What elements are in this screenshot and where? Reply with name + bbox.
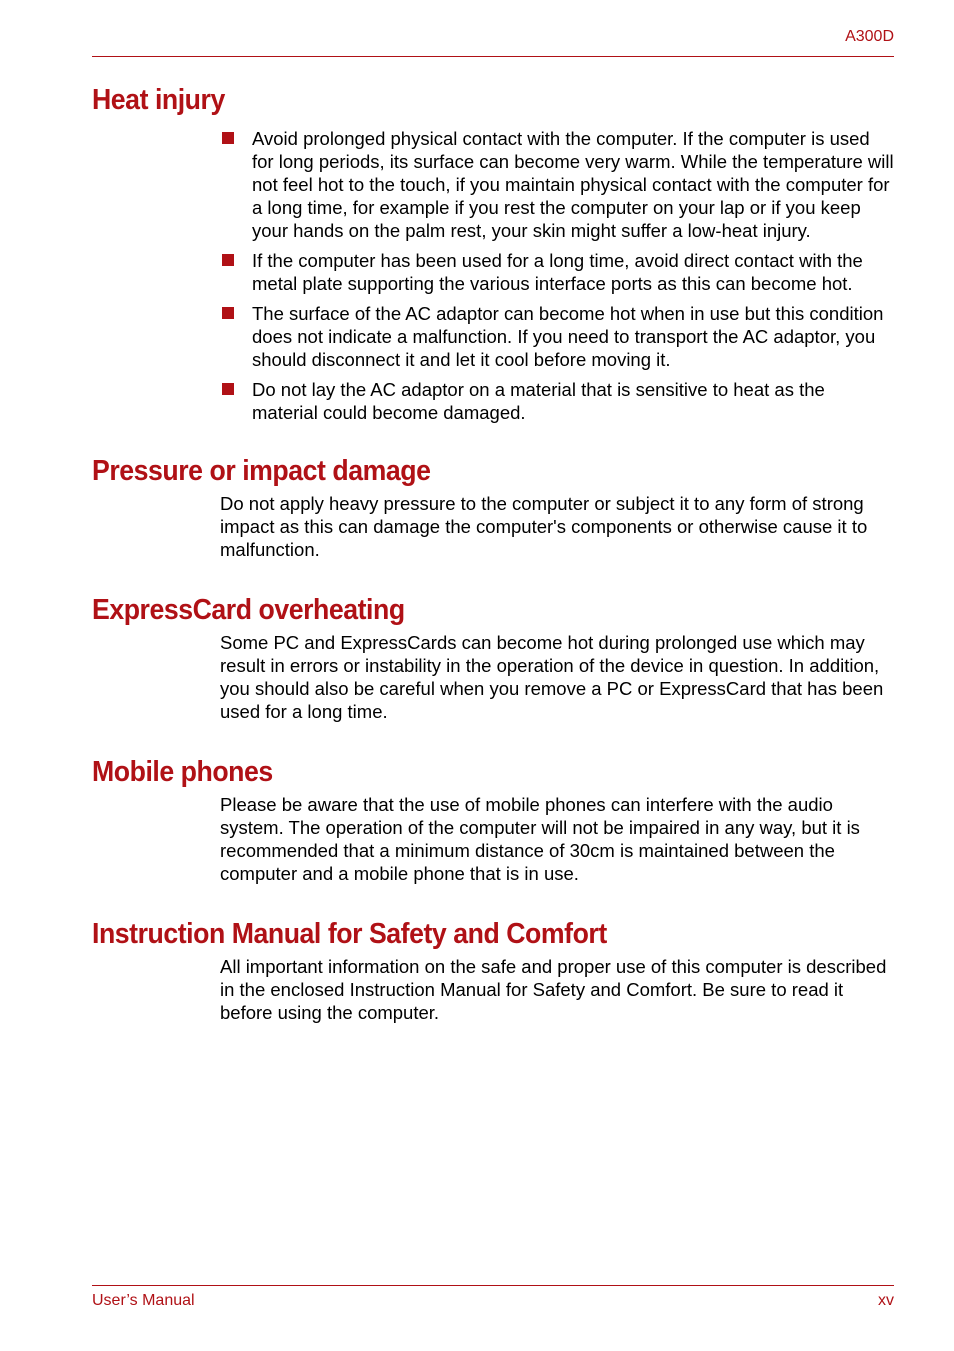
- section-instruction-manual: [92, 916, 894, 1024]
- section-title: Pressure or impact damage: [92, 455, 431, 487]
- section-title: Heat injury: [92, 84, 225, 116]
- list-item-text: Avoid prolonged physical contact with the computer. If the computer is used for long periods, its surface can become very warm. While the temperature will not feel hot to the touch, if you maintain physical contact with the computer for a long time, for example if you rest the computer on your lap or if you keep your hands on the palm rest, your skin might suffer a low-heat injury.: [252, 128, 894, 241]
- section-body: All important information on the safe and proper use of this computer is described in the enclosed Instruction Manual for Safety and Comfort. Be sure to read it before using the computer.: [220, 956, 887, 1023]
- header-divider: [92, 56, 894, 57]
- list-item-text: Do not lay the AC adaptor on a material that is sensitive to heat as the material could become damaged.: [252, 379, 825, 423]
- section-body: Some PC and ExpressCards can become hot during prolonged use which may result in errors or instability in the operation of the device in question. In addition, you should also be careful when you remove a PC or ExpressCard that has been used for a long time.: [220, 632, 884, 722]
- section-body: Do not apply heavy pressure to the computer or subject it to any form of strong impact as this can damage the computer's components or otherwise cause it to malfunction.: [220, 493, 868, 560]
- square-bullet-icon: [222, 254, 234, 266]
- section-heat-injury: [92, 82, 894, 424]
- section-title: Instruction Manual for Safety and Comfort: [92, 918, 607, 950]
- list-item-text: The surface of the AC adaptor can become hot when in use but this condition does not indicate a malfunction. If you need to transport the AC adaptor, you should disconnect it and let it cool before moving it.: [252, 303, 884, 370]
- page-number: xv: [878, 1292, 894, 1309]
- square-bullet-icon: [222, 383, 234, 395]
- list-item: [220, 378, 894, 424]
- section-title: ExpressCard overheating: [92, 594, 405, 626]
- footer-manual-label: User’s Manual: [92, 1292, 195, 1309]
- list-item: [220, 127, 894, 242]
- list-item: [220, 249, 894, 295]
- section-title: Mobile phones: [92, 756, 273, 788]
- section-expresscard-overheating: [92, 592, 894, 723]
- page-content: [92, 82, 894, 1024]
- section-body: Please be aware that the use of mobile phones can interfere with the audio system. The operation of the computer will not be impaired in any way, but it is recommended that a minimum distance of 30cm is maintained between the computer and a mobile phone that is in use.: [220, 794, 860, 884]
- list-item-text: If the computer has been used for a long time, avoid direct contact with the metal plate supporting the various interface ports as this can become hot.: [252, 250, 863, 294]
- header-model-label: A300D: [845, 28, 894, 45]
- bullet-list: [220, 127, 894, 424]
- list-item: [220, 302, 894, 371]
- footer-divider: [92, 1285, 894, 1286]
- square-bullet-icon: [222, 307, 234, 319]
- square-bullet-icon: [222, 132, 234, 144]
- section-pressure-damage: [92, 453, 894, 561]
- section-mobile-phones: [92, 754, 894, 885]
